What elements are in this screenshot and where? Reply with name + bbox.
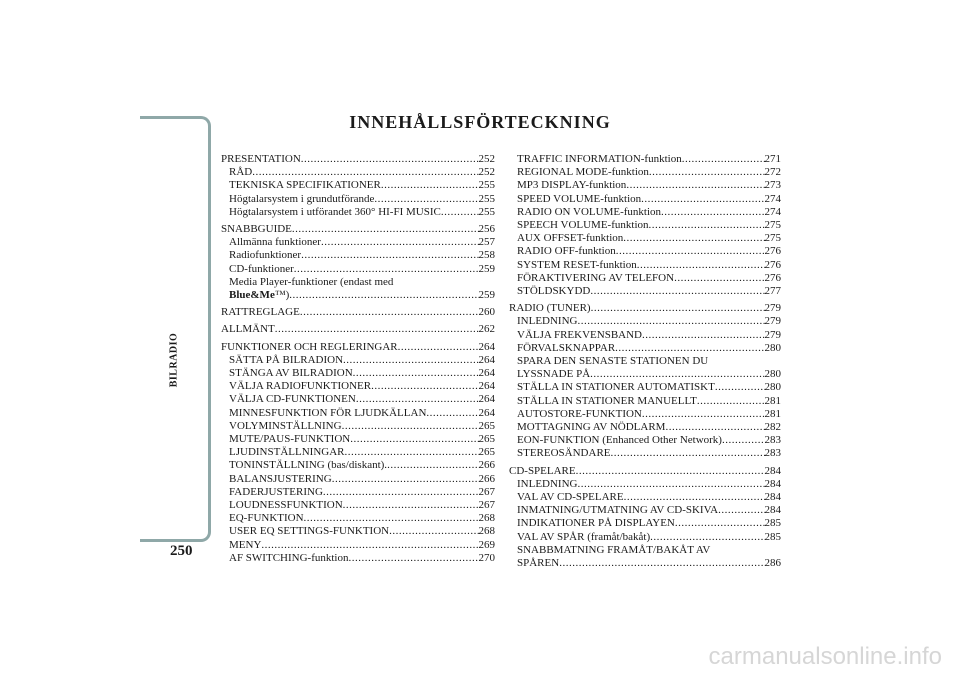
- toc-dot-leader: [559, 557, 764, 570]
- toc-dot-leader: [722, 434, 765, 447]
- toc-page-number: 282: [764, 421, 781, 434]
- toc-entry-title: AF SWITCHING-funktion: [229, 551, 349, 564]
- toc-entry-title: SÄTTA PÅ BILRADION: [229, 353, 344, 366]
- toc-entry-title: STÖLDSKYDD: [517, 285, 591, 298]
- toc-entry-title: FUNKTIONER OCH REGLERINGAR: [221, 340, 398, 353]
- toc-entry[interactable]: [221, 306, 495, 319]
- toc-dot-leader: [626, 179, 764, 192]
- toc-entry-title: USER EQ SETTINGS-FUNKTION: [229, 525, 390, 538]
- toc-entry-title-bold: Blue&Me: [229, 289, 275, 302]
- toc-entry[interactable]: [509, 219, 781, 232]
- toc-entry-title: MINNESFUNKTION FÖR LJUDKÄLLAN: [229, 406, 427, 419]
- toc-entry[interactable]: [509, 531, 781, 544]
- toc-page-number: 280: [764, 368, 781, 381]
- toc-dot-leader: [389, 525, 478, 538]
- toc-page-number: 276: [764, 245, 781, 258]
- toc-page-number: 279: [764, 328, 781, 341]
- toc-dot-leader: [343, 499, 479, 512]
- toc-dot-leader: [590, 285, 764, 298]
- toc-entry[interactable]: [221, 433, 495, 446]
- toc-page-number: 281: [764, 394, 781, 407]
- toc-dot-leader: [387, 459, 478, 472]
- toc-entry[interactable]: [221, 249, 495, 262]
- toc-entry-continued[interactable]: [509, 544, 781, 557]
- toc-entry[interactable]: [509, 368, 781, 381]
- toc-page-number: 268: [478, 512, 495, 525]
- toc-dot-leader: [292, 223, 479, 236]
- toc-entry[interactable]: [509, 153, 781, 166]
- toc-entry-title: EQ-FUNKTION: [229, 512, 304, 525]
- toc-entry-title: RÅD: [229, 166, 253, 179]
- toc-page-number: 284: [764, 491, 781, 504]
- toc-page-number: 262: [478, 323, 495, 336]
- toc-dot-leader: [441, 206, 479, 219]
- toc-entry[interactable]: [509, 408, 781, 421]
- toc-entry-title: AUX OFFSET-funktion: [517, 232, 624, 245]
- toc-entry-title: INLEDNING: [517, 477, 578, 490]
- toc-entry[interactable]: [221, 486, 495, 499]
- toc-dot-leader: [718, 504, 764, 517]
- toc-entry[interactable]: [509, 447, 781, 460]
- toc-entry[interactable]: [221, 446, 495, 459]
- toc-page-number: 266: [478, 459, 495, 472]
- toc-entry[interactable]: [509, 342, 781, 355]
- toc-entry[interactable]: [509, 478, 781, 491]
- toc-entry-title: TEKNISKA SPECIFIKATIONER: [229, 179, 381, 192]
- toc-page-number: 256: [478, 223, 495, 236]
- toc-entry-title: EON-FUNKTION (Enhanced Other Network): [517, 434, 722, 447]
- toc-page-number: 279: [764, 302, 781, 315]
- toc-entry-title: MP3 DISPLAY-funktion: [517, 179, 627, 192]
- toc-dot-leader: [649, 219, 765, 232]
- toc-dot-leader: [623, 232, 764, 245]
- toc-dot-leader: [665, 421, 764, 434]
- toc-entry[interactable]: [221, 193, 495, 206]
- toc-entry-title: PRESENTATION: [221, 153, 301, 165]
- toc-dot-leader: [577, 478, 764, 491]
- toc-page-number: 252: [478, 166, 495, 179]
- toc-entry-title: Högtalarsystem i utförandet 360° HI-FI MUSIC: [229, 205, 441, 218]
- toc-entry-title: SPARA DEN SENASTE STATIONEN DU: [517, 355, 709, 368]
- toc-entry[interactable]: [221, 223, 495, 236]
- toc-entry[interactable]: [509, 285, 781, 298]
- toc-dot-leader: [650, 531, 764, 544]
- toc-page-number: 271: [764, 153, 781, 165]
- toc-dot-leader: [300, 306, 479, 319]
- toc-dot-leader: [261, 539, 478, 552]
- toc-page-number: 259: [478, 262, 495, 275]
- toc-dot-leader: [615, 342, 764, 355]
- toc-entry-title: Högtalarsystem i grundutförande: [229, 192, 375, 205]
- toc-page-number: 260: [478, 306, 495, 319]
- toc-entry-title: VAL AV CD-SPELARE: [517, 491, 624, 504]
- toc-entry-title: ALLMÄNT: [221, 323, 275, 336]
- toc-entry[interactable]: [509, 395, 781, 408]
- toc-page-number: 280: [764, 381, 781, 394]
- toc-page-number: 284: [764, 464, 781, 477]
- toc-entry-title: SNABBMATNING FRAMÅT/BAKÅT AV: [517, 543, 711, 556]
- toc-entry[interactable]: [509, 232, 781, 245]
- toc-entry[interactable]: [509, 259, 781, 272]
- toc-dot-leader: [642, 408, 765, 421]
- toc-dot-leader: [301, 249, 478, 262]
- toc-entry-title: TONINSTÄLLNING (bas/diskant).: [229, 459, 388, 472]
- toc-dot-leader: [343, 354, 478, 367]
- toc-page-number: 281: [764, 407, 781, 420]
- toc-entry-title: LJUDINSTÄLLNINGAR: [229, 446, 345, 459]
- toc-entry-title: Media Player-funktioner (endast med: [229, 275, 394, 288]
- toc-page-number: 267: [478, 499, 495, 512]
- toc-page-number: 284: [764, 477, 781, 490]
- toc-entry-title: VÄLJA FREKVENSBAND: [517, 328, 642, 341]
- toc-page-number: 284: [764, 504, 781, 517]
- toc-dot-leader: [624, 491, 765, 504]
- toc-entry[interactable]: [509, 206, 781, 219]
- toc-entry-title: RATTREGLAGE: [221, 306, 300, 319]
- toc-dot-leader: [637, 259, 765, 272]
- toc-page-number: 264: [478, 367, 495, 380]
- toc-entry[interactable]: [221, 473, 495, 486]
- toc-page-number: 276: [764, 258, 781, 271]
- toc-page-number: 274: [764, 205, 781, 218]
- toc-page-number: 275: [764, 219, 781, 232]
- toc-entry-title: [229, 289, 289, 302]
- toc-dot-leader: [294, 263, 479, 276]
- toc-entry-title: STÄLLA IN STATIONER AUTOMATISKT: [517, 381, 715, 394]
- toc-entry[interactable]: [509, 421, 781, 434]
- toc-entry-title: TRAFFIC INFORMATION-funktion: [517, 153, 682, 165]
- watermark: carmanualsonline.info: [708, 643, 942, 670]
- toc-entry[interactable]: [509, 193, 781, 206]
- toc-dot-leader: [661, 206, 764, 219]
- toc-entry-title: STEREOSÄNDARE: [517, 447, 611, 460]
- toc-entry[interactable]: [509, 491, 781, 504]
- toc-entry[interactable]: [509, 517, 781, 530]
- toc-entry[interactable]: [221, 380, 495, 393]
- toc-entry[interactable]: [509, 245, 781, 258]
- toc-dot-leader: [304, 512, 479, 525]
- toc-dot-leader: [374, 193, 478, 206]
- toc-entry-title-suffix: ™): [274, 289, 290, 302]
- toc-entry-title: STÄLLA IN STATIONER MANUELLT: [517, 394, 697, 407]
- toc-entry[interactable]: [509, 557, 781, 570]
- toc-page-number: 255: [478, 179, 495, 192]
- toc-entry[interactable]: [509, 434, 781, 447]
- toc-page-number: 275: [764, 232, 781, 245]
- side-tab-frame: [140, 116, 211, 542]
- toc-entry[interactable]: [221, 539, 495, 552]
- toc-entry-title: REGIONAL MODE-funktion: [517, 166, 649, 179]
- toc-dot-leader: [350, 433, 478, 446]
- toc-entry[interactable]: [221, 263, 495, 276]
- toc-entry[interactable]: [221, 393, 495, 406]
- toc-entry-title: FÖRAKTIVERING AV TELEFON: [517, 271, 675, 284]
- toc-dot-leader: [301, 153, 479, 166]
- toc-page-number: 286: [764, 557, 781, 570]
- toc-dot-leader: [356, 393, 479, 406]
- toc-entry[interactable]: [509, 179, 781, 192]
- toc-page-number: 266: [478, 472, 495, 485]
- toc-dot-leader: [353, 367, 479, 380]
- toc-entry-title: STÄNGA AV BILRADION: [229, 367, 353, 380]
- toc-entry-title: LYSSNADE PÅ: [517, 368, 591, 381]
- toc-entry[interactable]: [221, 206, 495, 219]
- toc-dot-leader: [641, 193, 764, 206]
- toc-page-number: 265: [478, 433, 495, 446]
- toc-page-number: 285: [764, 530, 781, 543]
- toc-dot-leader: [577, 315, 764, 328]
- toc-entry[interactable]: [221, 354, 495, 367]
- toc-entry-title: AUTOSTORE-FUNKTION: [517, 407, 642, 420]
- toc-column-left: [221, 153, 495, 565]
- toc-entry[interactable]: [221, 420, 495, 433]
- toc-page-number: 265: [478, 419, 495, 432]
- toc-page-number: 277: [764, 285, 781, 298]
- toc-page-number: 280: [764, 341, 781, 354]
- toc-page-number: 258: [478, 249, 495, 262]
- toc-entry-title: RADIO (TUNER): [509, 302, 591, 315]
- section-side-label: BILRADIO: [168, 332, 180, 388]
- toc-entry[interactable]: [509, 465, 781, 478]
- toc-entry[interactable]: [221, 525, 495, 538]
- toc-page-number: 264: [478, 380, 495, 393]
- toc-page-number: 259: [478, 289, 495, 302]
- toc-entry-title: MUTE/PAUS-FUNKTION: [229, 433, 351, 446]
- toc-entry-title: MENY: [229, 538, 262, 551]
- toc-dot-leader: [611, 447, 765, 460]
- toc-entry[interactable]: [221, 289, 495, 302]
- toc-dot-leader: [289, 289, 478, 302]
- toc-entry[interactable]: [221, 166, 495, 179]
- toc-entry-title: SPEECH VOLUME-funktion: [517, 219, 649, 232]
- toc-dot-leader: [321, 236, 479, 249]
- toc-page-number: 279: [764, 315, 781, 328]
- toc-entry-title: VOLYMINSTÄLLNING: [229, 419, 342, 432]
- toc-entry-title: Allmänna funktioner: [229, 236, 321, 249]
- toc-column-right: [509, 153, 781, 570]
- toc-entry-title: SPEED VOLUME-funktion: [517, 192, 642, 205]
- toc-entry-title: INLEDNING: [517, 315, 578, 328]
- toc-dot-leader: [342, 420, 479, 433]
- toc-page-number: 274: [764, 192, 781, 205]
- toc-entry[interactable]: [509, 504, 781, 517]
- toc-page-number: 276: [764, 271, 781, 284]
- toc-dot-leader: [649, 166, 765, 179]
- toc-dot-leader: [323, 486, 479, 499]
- toc-entry-title: VÄLJA RADIOFUNKTIONER: [229, 380, 372, 393]
- page-title: INNEHÅLLSFÖRTECKNING: [349, 112, 611, 132]
- toc-entry-title: MOTTAGNING AV NÖDLARM: [517, 421, 666, 434]
- toc-dot-leader: [275, 323, 479, 336]
- toc-entry[interactable]: [509, 166, 781, 179]
- toc-entry-title: SPÅREN: [517, 557, 560, 570]
- page-number: 250: [170, 543, 193, 559]
- toc-entry-title: RADIO OFF-funktion: [517, 245, 616, 258]
- toc-entry-title: SNABBGUIDE: [221, 223, 292, 236]
- toc-entry-title: RADIO ON VOLUME-funktion: [517, 205, 662, 218]
- toc-entry[interactable]: [221, 407, 495, 420]
- toc-dot-leader: [590, 368, 764, 381]
- toc-dot-leader: [591, 302, 765, 315]
- toc-dot-leader: [616, 245, 765, 258]
- toc-entry-title: SYSTEM RESET-funktion: [517, 258, 637, 271]
- toc-entry[interactable]: [509, 381, 781, 394]
- toc-dot-leader: [252, 166, 478, 179]
- toc-dot-leader: [426, 407, 478, 420]
- toc-page-number: 264: [478, 406, 495, 419]
- toc-page-number: 264: [478, 353, 495, 366]
- toc-dot-leader: [381, 179, 479, 192]
- toc-dot-leader: [398, 341, 479, 354]
- toc-dot-leader: [675, 517, 765, 530]
- toc-entry[interactable]: [221, 179, 495, 192]
- toc-entry-title: CD-funktioner: [229, 262, 294, 275]
- toc-dot-leader: [332, 473, 479, 486]
- toc-entry[interactable]: [221, 512, 495, 525]
- toc-page-number: 273: [764, 179, 781, 192]
- toc-entry-title: FADERJUSTERING: [229, 485, 323, 498]
- toc-page-number: 283: [764, 447, 781, 460]
- toc-dot-leader: [371, 380, 478, 393]
- toc-page-number: 255: [478, 192, 495, 205]
- toc-entry-title: LOUDNESSFUNKTION: [229, 499, 343, 512]
- toc-page-number: 283: [764, 434, 781, 447]
- toc-entry[interactable]: [509, 329, 781, 342]
- toc-entry[interactable]: [221, 323, 495, 336]
- toc-entry-continued[interactable]: [221, 276, 495, 289]
- toc-entry-title: CD-SPELARE: [509, 464, 576, 477]
- toc-entry[interactable]: [509, 272, 781, 285]
- toc-entry-title: BALANSJUSTERING: [229, 472, 332, 485]
- toc-entry[interactable]: [509, 302, 781, 315]
- toc-entry-title: VAL AV SPÅR (framåt/bakåt): [517, 530, 651, 543]
- toc-dot-leader: [576, 465, 765, 478]
- toc-dot-leader: [348, 552, 478, 565]
- toc-dot-leader: [682, 153, 765, 166]
- toc-entry[interactable]: [509, 315, 781, 328]
- toc-dot-leader: [345, 446, 479, 459]
- toc-page-number: 268: [478, 525, 495, 538]
- toc-page-number: 252: [478, 153, 495, 165]
- toc-entry[interactable]: [221, 459, 495, 472]
- toc-entry-title: VÄLJA CD-FUNKTIONEN: [229, 393, 356, 406]
- toc-page-number: 264: [478, 340, 495, 353]
- toc-dot-leader: [642, 329, 765, 342]
- toc-entry[interactable]: [221, 367, 495, 380]
- toc-entry-title: INDIKATIONER PÅ DISPLAYEN: [517, 517, 675, 530]
- toc-page-number: 270: [478, 551, 495, 564]
- toc-entry[interactable]: [221, 153, 495, 166]
- toc-page-number: 264: [478, 393, 495, 406]
- toc-page-number: 285: [764, 517, 781, 530]
- toc-entry[interactable]: [221, 499, 495, 512]
- toc-entry-continued[interactable]: [509, 355, 781, 368]
- toc-entry-title: INMATNING/UTMATNING AV CD-SKIVA: [517, 504, 719, 517]
- toc-page-number: 272: [764, 166, 781, 179]
- toc-entry-title: FÖRVALSKNAPPAR: [517, 341, 616, 354]
- toc-dot-leader: [697, 395, 765, 408]
- toc-page-number: 267: [478, 485, 495, 498]
- toc-page-number: 257: [478, 236, 495, 249]
- toc-entry[interactable]: [221, 236, 495, 249]
- toc-dot-leader: [674, 272, 764, 285]
- toc-entry-title: Radiofunktioner: [229, 249, 302, 262]
- toc-page-number: 269: [478, 538, 495, 551]
- toc-entry[interactable]: [221, 341, 495, 354]
- toc-dot-leader: [715, 381, 765, 394]
- toc-entry[interactable]: [221, 552, 495, 565]
- toc-page-number: 255: [478, 205, 495, 218]
- toc-page-number: 265: [478, 446, 495, 459]
